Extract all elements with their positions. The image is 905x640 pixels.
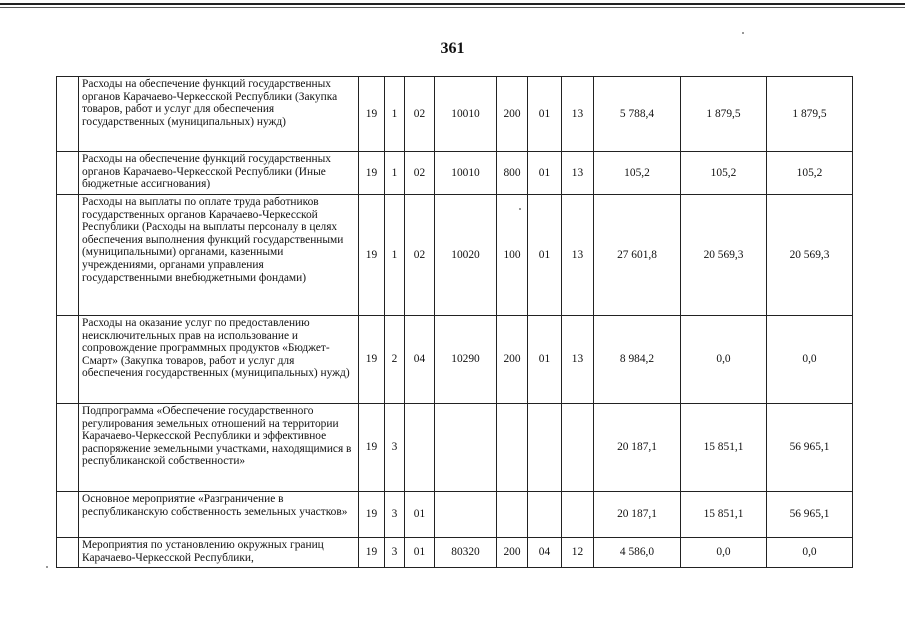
top-border-line — [0, 3, 905, 5]
row-description: Расходы на выплаты по оплате труда работников государственных органов Карачаево-Черкесской Республики (Расходы на выплаты персоналу в целях обеспечения выполнения функций государственными (муниципальными) органами, казенными учреждениями, органами управления государственными внебюджетными фондами) — [79, 195, 359, 316]
table-row — [57, 152, 853, 195]
blank-cell — [57, 404, 79, 492]
code-direction: 10290 — [435, 316, 497, 404]
amount-year-2: 15 851,1 — [681, 404, 767, 492]
amount-year-3: 0,0 — [767, 316, 853, 404]
code-section: 01 — [528, 77, 562, 152]
code-expense-type: 200 — [497, 316, 528, 404]
code-direction — [435, 404, 497, 492]
code-subsection — [562, 404, 594, 492]
table-row — [57, 316, 853, 404]
table-row — [57, 492, 853, 538]
table-row — [57, 404, 853, 492]
blank-cell — [57, 195, 79, 316]
page-number: 361 — [440, 40, 465, 57]
code-section: 01 — [528, 195, 562, 316]
row-description: Расходы на обеспечение функций государственных органов Карачаево-Черкесской Республики (Иные бюджетные ассигнования) — [79, 152, 359, 195]
code-ministry: 19 — [359, 404, 385, 492]
row-description: Основное мероприятие «Разграничение в республиканскую собственность земельных участков» — [79, 492, 359, 538]
code-ministry: 19 — [359, 492, 385, 538]
budget-table — [56, 76, 853, 568]
code-expense-type: 200 — [497, 77, 528, 152]
scan-speck — [46, 566, 48, 568]
amount-year-1: 105,2 — [594, 152, 681, 195]
code-subsection: 13 — [562, 77, 594, 152]
table-row — [57, 195, 853, 316]
code-program: 3 — [385, 492, 405, 538]
amount-year-2: 105,2 — [681, 152, 767, 195]
scan-speck — [519, 208, 521, 210]
code-activity: 01 — [405, 538, 435, 568]
row-description: Мероприятия по установлению окружных границ Карачаево-Черкесской Республики, — [79, 538, 359, 568]
code-subsection: 13 — [562, 152, 594, 195]
amount-year-2: 15 851,1 — [681, 492, 767, 538]
code-section — [528, 404, 562, 492]
code-expense-type: 100 — [497, 195, 528, 316]
amount-year-1: 20 187,1 — [594, 492, 681, 538]
code-program: 3 — [385, 538, 405, 568]
blank-cell — [57, 538, 79, 568]
amount-year-3: 20 569,3 — [767, 195, 853, 316]
code-expense-type: 800 — [497, 152, 528, 195]
code-expense-type: 200 — [497, 538, 528, 568]
code-activity: 01 — [405, 492, 435, 538]
amount-year-1: 8 984,2 — [594, 316, 681, 404]
code-program: 3 — [385, 404, 405, 492]
amount-year-3: 56 965,1 — [767, 492, 853, 538]
code-activity — [405, 404, 435, 492]
blank-cell — [57, 77, 79, 152]
code-subsection: 13 — [562, 316, 594, 404]
amount-year-3: 56 965,1 — [767, 404, 853, 492]
code-expense-type — [497, 492, 528, 538]
code-section: 01 — [528, 316, 562, 404]
code-subsection: 13 — [562, 195, 594, 316]
code-section — [528, 492, 562, 538]
code-direction: 10020 — [435, 195, 497, 316]
amount-year-2: 0,0 — [681, 538, 767, 568]
code-direction: 80320 — [435, 538, 497, 568]
code-subsection — [562, 492, 594, 538]
row-description: Расходы на оказание услуг по предоставлению неисключительных прав на использование и сопровождение программных продуктов «Бюджет-Смарт» (Закупка товаров, работ и услуг для обеспечения государственных (муниципальных) нужд) — [79, 316, 359, 404]
amount-year-3: 0,0 — [767, 538, 853, 568]
code-program: 1 — [385, 195, 405, 316]
code-activity: 02 — [405, 152, 435, 195]
code-subsection: 12 — [562, 538, 594, 568]
table-row — [57, 538, 853, 568]
row-description: Подпрограмма «Обеспечение государственного регулирования земельных отношений на территории Карачаево-Черкесской Республики и эффективное распоряжение земельными участками, находящимися в республиканской собственности» — [79, 404, 359, 492]
code-direction: 10010 — [435, 77, 497, 152]
code-ministry: 19 — [359, 77, 385, 152]
blank-cell — [57, 152, 79, 195]
blank-cell — [57, 316, 79, 404]
code-ministry: 19 — [359, 152, 385, 195]
code-activity: 04 — [405, 316, 435, 404]
code-ministry: 19 — [359, 316, 385, 404]
code-ministry: 19 — [359, 195, 385, 316]
row-description: Расходы на обеспечение функций государственных органов Карачаево-Черкесской Республики (Закупка товаров, работ и услуг для обеспечения государственных (муниципальных) нужд) — [79, 77, 359, 152]
blank-cell — [57, 492, 79, 538]
amount-year-1: 5 788,4 — [594, 77, 681, 152]
code-section: 04 — [528, 538, 562, 568]
code-section: 01 — [528, 152, 562, 195]
code-activity: 02 — [405, 195, 435, 316]
code-expense-type — [497, 404, 528, 492]
code-direction — [435, 492, 497, 538]
amount-year-3: 105,2 — [767, 152, 853, 195]
table-row — [57, 77, 853, 152]
amount-year-2: 20 569,3 — [681, 195, 767, 316]
code-ministry: 19 — [359, 538, 385, 568]
top-border-line-thin — [0, 7, 905, 8]
code-program: 1 — [385, 77, 405, 152]
code-direction: 10010 — [435, 152, 497, 195]
amount-year-2: 1 879,5 — [681, 77, 767, 152]
amount-year-1: 4 586,0 — [594, 538, 681, 568]
code-program: 2 — [385, 316, 405, 404]
amount-year-2: 0,0 — [681, 316, 767, 404]
amount-year-1: 20 187,1 — [594, 404, 681, 492]
amount-year-1: 27 601,8 — [594, 195, 681, 316]
scan-speck — [742, 32, 744, 34]
code-program: 1 — [385, 152, 405, 195]
amount-year-3: 1 879,5 — [767, 77, 853, 152]
code-activity: 02 — [405, 77, 435, 152]
